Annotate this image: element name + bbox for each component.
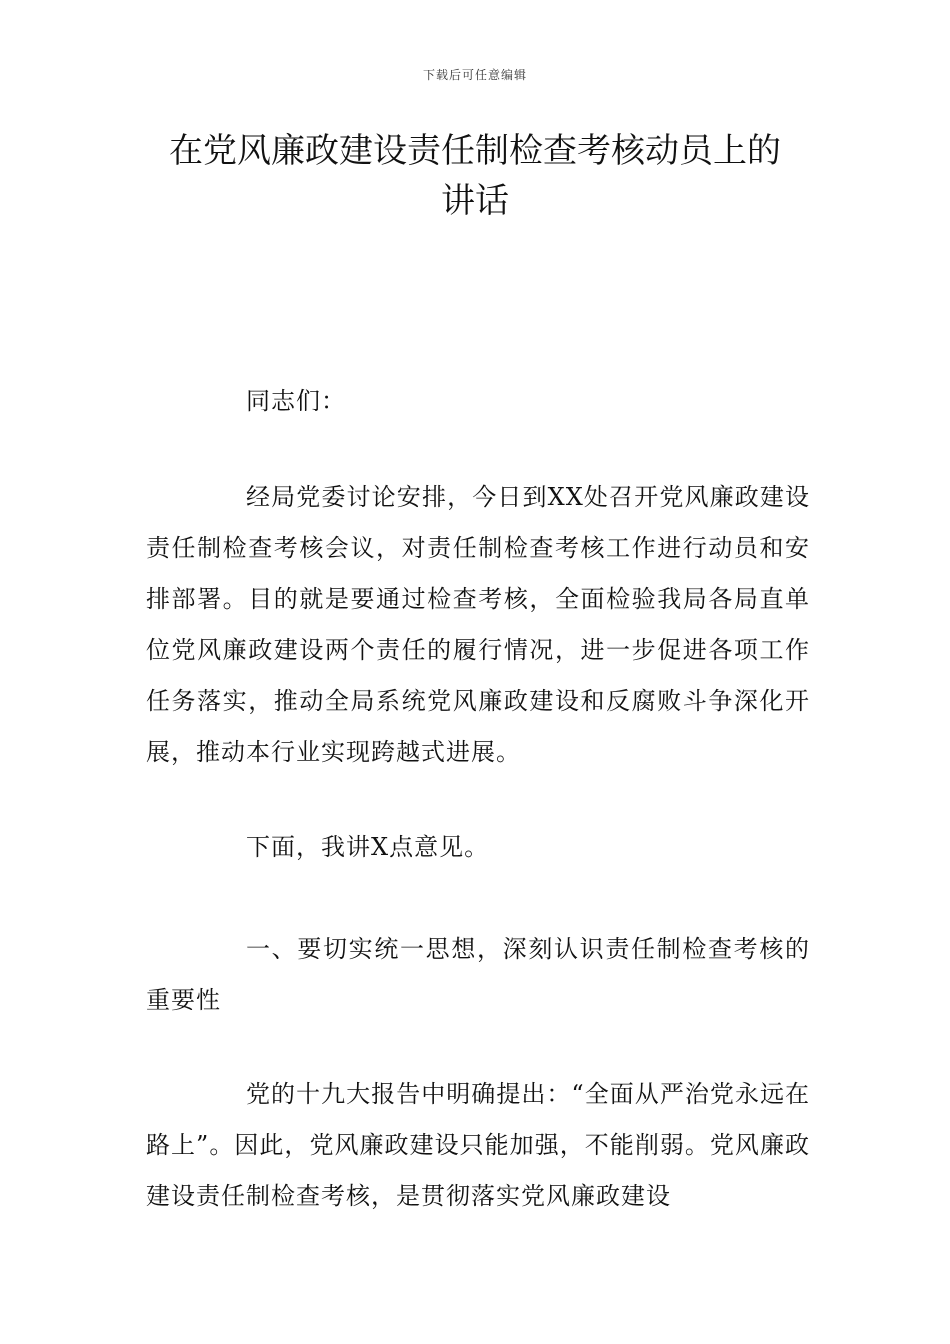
title-line-1: 在党风廉政建设责任制检查考核动员上的 [169, 131, 781, 171]
paragraph-intro: 经局党委讨论安排，今日到XX处召开党风廉政建设责任制检查考核会议，对责任制检查考核工作进行动员和安排部署。目的就是要通过检查考核，全面检验我局各局直单位党风廉政建设两个责任的履行情况，进一步促进各项工作任务落实，推动全局系统党风廉政建设和反腐败斗争深化开展，推动本行业实现跨越式进展。 [146, 483, 810, 766]
paragraph-points: 下面，我讲X点意见。 [246, 833, 490, 861]
paragraph-section-1: 党的十九大报告中明确提出：“全面从严治党永远在路上”。因此，党风廉政建设只能加强，不能削弱。党风廉政建设责任制检查考核，是贯彻落实党风廉政建设 [146, 1080, 810, 1210]
title-line-2: 讲话 [441, 181, 509, 221]
salutation: 同志们： [246, 387, 346, 415]
document-title [120, 126, 830, 226]
header-note: 下载后可任意编辑 [422, 68, 527, 82]
section-heading-1: 一、要切实统一思想，深刻认识责任制检查考核的重要性 [146, 935, 810, 1014]
